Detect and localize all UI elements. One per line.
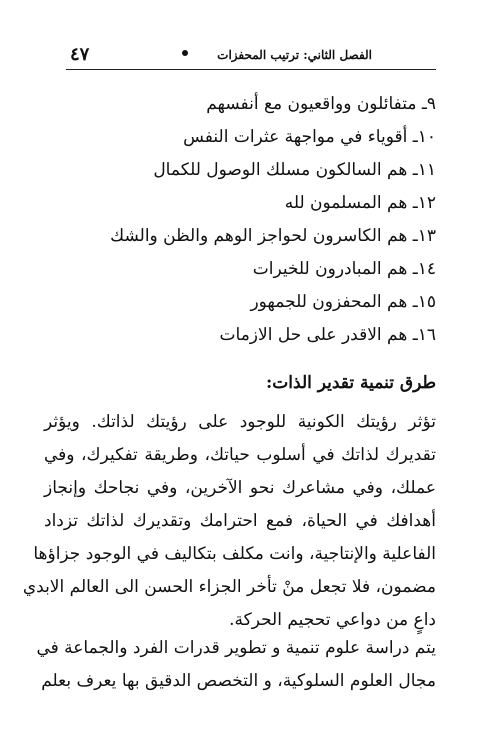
paragraph-line: مضمون، فلا تجعل منْ تأخر الجزاء الحسن الى العالم الابدي	[22, 577, 436, 597]
header-rule	[66, 69, 436, 70]
list-item: ١٢ـ هم المسلمون لله	[284, 193, 436, 213]
paragraph-line: داعٍ من دواعي تحجيم الحركة.	[229, 610, 436, 630]
list-item: ١٣ـ هم الكاسرون لحواجز الوهم والظن والشك	[110, 226, 436, 246]
list-item: ٩ـ متفائلون وواقعيون مع أنفسهم	[206, 94, 436, 114]
paragraph-line: الفاعلية والإنتاجية، وانت مكلف بتكاليف في الوجود جزاؤها	[33, 544, 436, 564]
list-item: ١٤ـ هم المبادرون للخيرات	[252, 259, 436, 279]
numbered-list	[56, 88, 436, 352]
body-paragraph	[36, 632, 436, 698]
list-item: ١٠ـ أقوياء في مواجهة عثرات النفس	[183, 127, 436, 147]
paragraph-line: يتم دراسة علوم تنمية و تطوير قدرات الفرد والجماعة في	[36, 638, 436, 658]
paragraph-line: مجال العلوم السلوكية، و التخصص الدقيق بها يعرف بعلم	[41, 671, 436, 691]
list-item: ١١ـ هم السالكون مسلك الوصول للكمال	[153, 160, 436, 180]
paragraph-line: تؤثر رؤيتك الكونية للوجود على رؤيتك لذاتك. ويؤثر	[44, 412, 436, 432]
paragraph-line: تقديرك لذاتك في أسلوب حياتك، وطريقة تفكيرك، وفي	[44, 445, 436, 465]
page-number: ٤٧	[66, 42, 93, 68]
list-item: ١٥ـ هم المحفزون للجمهور	[250, 292, 436, 312]
list-item: ١٦ـ هم الاقدر على حل الازمات	[219, 325, 436, 345]
header-bullet-dot	[182, 50, 188, 56]
running-title: الفصل الثاني: ترتيب المحفزات	[213, 44, 376, 66]
body-paragraph	[22, 406, 436, 637]
paragraph-line: أهدافك في الحياة، فمع احترامك وتقديرك لذاتك تزداد	[44, 511, 436, 531]
running-header	[66, 42, 436, 72]
section-heading: طرق تنمية تقدير الذات:	[266, 373, 436, 393]
paragraph-line: عملك، وفي مشاعرك نحو الآخرين، وفي نجاحك وإنجاز	[44, 478, 436, 498]
